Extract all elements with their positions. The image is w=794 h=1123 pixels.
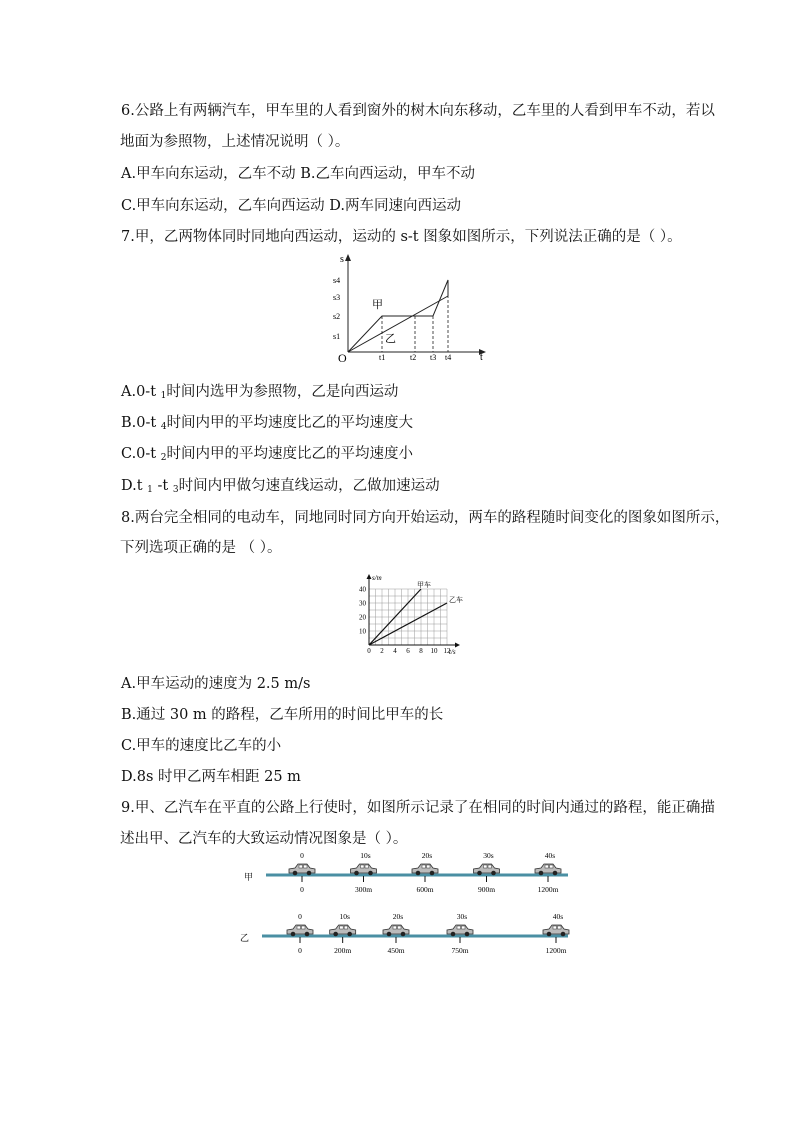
- q7-s3-label: s3: [333, 293, 341, 302]
- q8-x-tick-label: 10: [430, 647, 438, 655]
- q9-time-label: 20s: [421, 852, 433, 860]
- q7-stem: 7.甲，乙两物体同时同地向西运动，运动的 s-t 图象如图所示，下列说法正确的是（ ）。: [121, 229, 682, 245]
- q8-stem-line1: 8.两台完全相同的电动车，同地同时同方向开始运动，两车的路程随时间变化的图象如图所示，: [121, 510, 730, 526]
- q9-stem-line1: 9.甲、乙汽车在平直的公路上行使时，如图所示记录了在相同的时间内通过的路程，能正确描: [121, 800, 715, 816]
- q9-time-label: 10s: [339, 912, 350, 921]
- q7-jia-label: 甲: [372, 299, 383, 311]
- q8-x-tick-label: 12: [443, 647, 451, 655]
- q8-y-tick-label: 10: [359, 627, 366, 636]
- q8-x-tick-label: 0: [367, 647, 371, 655]
- q6-stem-line2: 地面为参照物，上述情况说明（ ）。: [120, 134, 350, 150]
- q9-time-label: 0: [298, 912, 302, 921]
- q9-distance-label: 900m: [477, 885, 496, 894]
- q9-distance-label: 450m: [387, 946, 405, 955]
- q9-time-label: 40s: [552, 912, 564, 921]
- q8-stem-line2: 下列选项正确的是 （ ）。: [120, 540, 282, 556]
- q7-option-d: D.t $_1$ -t $_3$时间内甲做匀速直线运动，乙做加速运动: [121, 478, 440, 495]
- q8-option-d: D.8s 时甲乙两车相距 25 m: [121, 769, 301, 785]
- q9-distance-label: 200m: [334, 946, 352, 955]
- q7-s1-label: s1: [333, 332, 341, 341]
- q8-x-tick-label: 6: [406, 647, 410, 655]
- q9-road-label-jia: 甲: [244, 872, 254, 882]
- q9-distance-label: 600m: [416, 885, 434, 894]
- q6-options-cd: C.甲车向东运动，乙车向西运动 D.两车同速向西运动: [121, 198, 462, 214]
- q7-option-c: C.0-t $_2$时间内甲的平均速度比乙的平均速度小: [121, 446, 413, 463]
- q8-series-label-jia: 甲车: [417, 581, 431, 589]
- q8-y-tick-label: 20: [359, 613, 366, 622]
- q7-st-graph: [330, 252, 490, 364]
- q9-road-yi: [240, 912, 569, 955]
- q9-distance-label: 750m: [451, 946, 469, 955]
- q9-distance-label: 0: [298, 946, 302, 955]
- q9-time-label: 30s: [483, 852, 494, 860]
- q9-distance-label: 1200m: [545, 946, 567, 955]
- q8-y-tick-label: 30: [359, 599, 366, 608]
- q8-option-a: A.甲车运动的速度为 2.5 m/s: [121, 676, 311, 692]
- q7-t1-label: t1: [379, 353, 386, 362]
- q8-x-tick-label: 8: [419, 647, 423, 655]
- q7-x-axis-label: t: [480, 352, 483, 363]
- q8-y-axis-label: s/m: [372, 574, 382, 582]
- q9-road-figure: [236, 852, 576, 962]
- q8-x-tick-label: 4: [393, 647, 397, 655]
- q9-road-label-yi: 乙: [240, 933, 250, 943]
- q7-y-axis-label: s: [340, 254, 344, 265]
- q9-stem-line2: 述出甲、乙汽车的大致运动情况图象是（ ）。: [120, 831, 408, 847]
- q9-distance-label: 1200m: [537, 885, 559, 894]
- q9-time-label: 30s: [456, 912, 468, 921]
- q8-x-axis-label: t/s: [449, 648, 456, 655]
- q7-t2-label: t2: [410, 353, 417, 362]
- q8-x-tick-label: 2: [380, 647, 384, 655]
- q7-s2-label: s2: [333, 312, 341, 321]
- q9-time-label: 10s: [360, 852, 371, 860]
- q6-stem-line1: 6.公路上有两辆汽车，甲车里的人看到窗外的树木向东移动，乙车里的人看到甲车不动，若以: [121, 103, 715, 119]
- q8-chart: [352, 571, 470, 655]
- q9-distance-label: 0: [300, 885, 304, 894]
- q7-option-b: B.0-t $_4$时间内甲的平均速度比乙的平均速度大: [121, 415, 414, 432]
- q9-time-label: 0: [300, 852, 304, 860]
- q9-time-label: 40s: [544, 852, 556, 860]
- q6-options-ab: A.甲车向东运动，乙车不动 B.乙车向西运动，甲车不动: [121, 166, 475, 182]
- q9-road-jia: [244, 852, 568, 894]
- q9-time-label: 20s: [392, 912, 404, 921]
- q7-s4-label: s4: [333, 276, 341, 285]
- q8-series-label-yi: 乙车: [449, 596, 463, 604]
- q7-t3-label: t3: [430, 353, 437, 362]
- q7-yi-label: 乙: [385, 333, 396, 345]
- q7-origin-label: O: [338, 351, 347, 364]
- q7-option-a: A.0-t $_1$时间内选甲为参照物，乙是向西运动: [121, 384, 399, 401]
- q9-distance-label: 300m: [354, 885, 373, 894]
- q7-t4-label: t4: [445, 353, 452, 362]
- q8-option-b: B.通过 30 m 的路程，乙车所用的时间比甲车的长: [121, 707, 444, 723]
- q8-option-c: C.甲车的速度比乙车的小: [121, 738, 282, 754]
- q8-y-tick-label: 40: [359, 585, 366, 594]
